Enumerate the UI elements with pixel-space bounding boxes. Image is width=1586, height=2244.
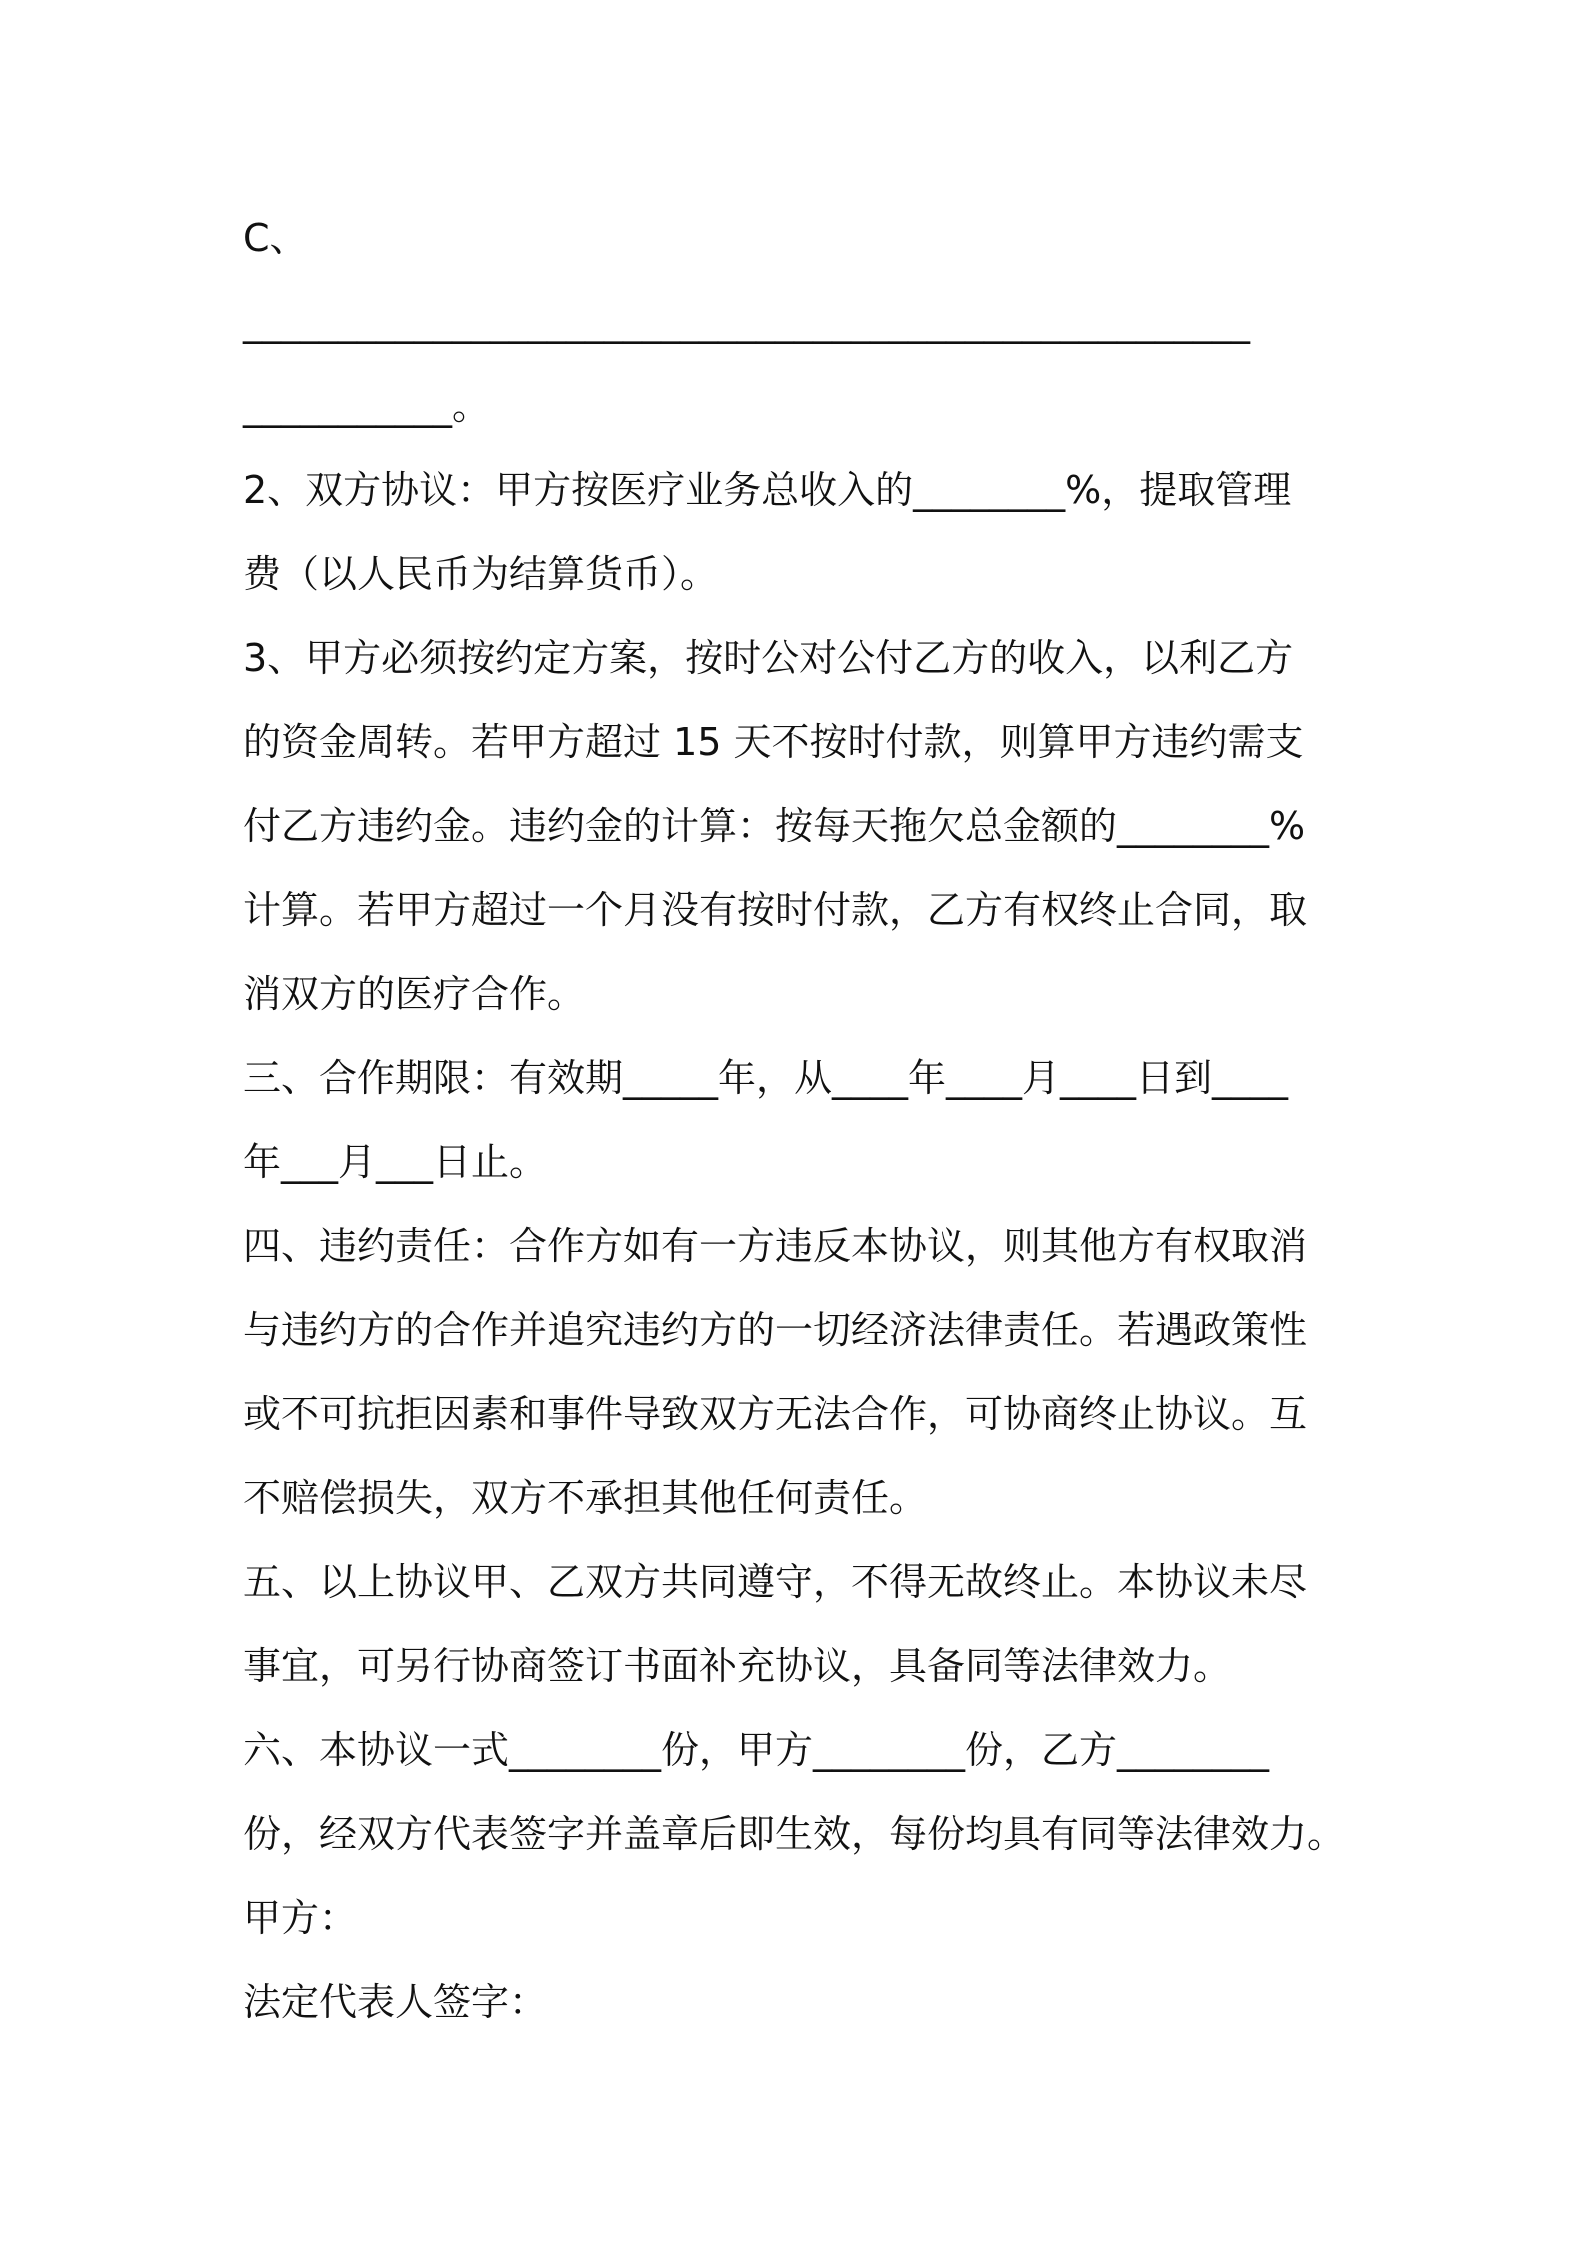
- liability-line-2: 与违约方的合作并追究违约方的一切经济法律责任。若遇政策性: [243, 1308, 1308, 1352]
- clause-2-line-1: 2、双方协议：甲方按医疗业务总收入的________%，提取管理: [243, 468, 1292, 512]
- clause-5-line-2: 事宜，可另行协商签订书面补充协议，具备同等法律效力。: [243, 1644, 1232, 1688]
- clause-3-line-2: 的资金周转。若甲方超过 15 天不按时付款，则算甲方违约需支: [243, 720, 1304, 764]
- item-c-label: C、: [243, 216, 308, 260]
- clause-5-line-1: 五、以上协议甲、乙双方共同遵守，不得无故终止。本协议未尽: [243, 1560, 1308, 1604]
- liability-line-3: 或不可抗拒因素和事件导致双方无法合作，可协商终止协议。互: [243, 1392, 1308, 1436]
- liability-line-1: 四、违约责任：合作方如有一方违反本协议，则其他方有权取消: [243, 1224, 1308, 1268]
- clause-6-line-2: 份，经双方代表签字并盖章后即生效，每份均具有同等法律效力。: [243, 1812, 1346, 1856]
- party-a-label: 甲方：: [243, 1896, 358, 1940]
- clause-3-line-1: 3、甲方必须按约定方案，按时公对公付乙方的收入，以利乙方: [243, 636, 1294, 680]
- clause-3-line-5: 消双方的医疗合作。: [243, 972, 586, 1016]
- liability-line-4: 不赔偿损失，双方不承担其他任何责任。: [243, 1476, 928, 1520]
- blank-rule-end: ___________。: [243, 384, 491, 428]
- blank-rule: _____________________________________________________: [243, 300, 1250, 344]
- clause-3-line-4: 计算。若甲方超过一个月没有按时付款，乙方有权终止合同，取: [243, 888, 1308, 932]
- clause-2-line-2: 费（以人民币为结算货币）。: [243, 552, 719, 596]
- document-body: [243, 196, 1355, 2044]
- clause-3-line-3: 付乙方违约金。违约金的计算：按每天拖欠总金额的________%: [243, 804, 1306, 848]
- legal-rep-signature-label: 法定代表人签字：: [243, 1980, 548, 2024]
- term-line-2: 年___月___日止。: [243, 1140, 548, 1184]
- term-line-1: 三、合作期限：有效期_____年，从____年____月____日到____: [243, 1056, 1289, 1100]
- clause-6-line-1: 六、本协议一式________份，甲方________份，乙方________: [243, 1728, 1270, 1772]
